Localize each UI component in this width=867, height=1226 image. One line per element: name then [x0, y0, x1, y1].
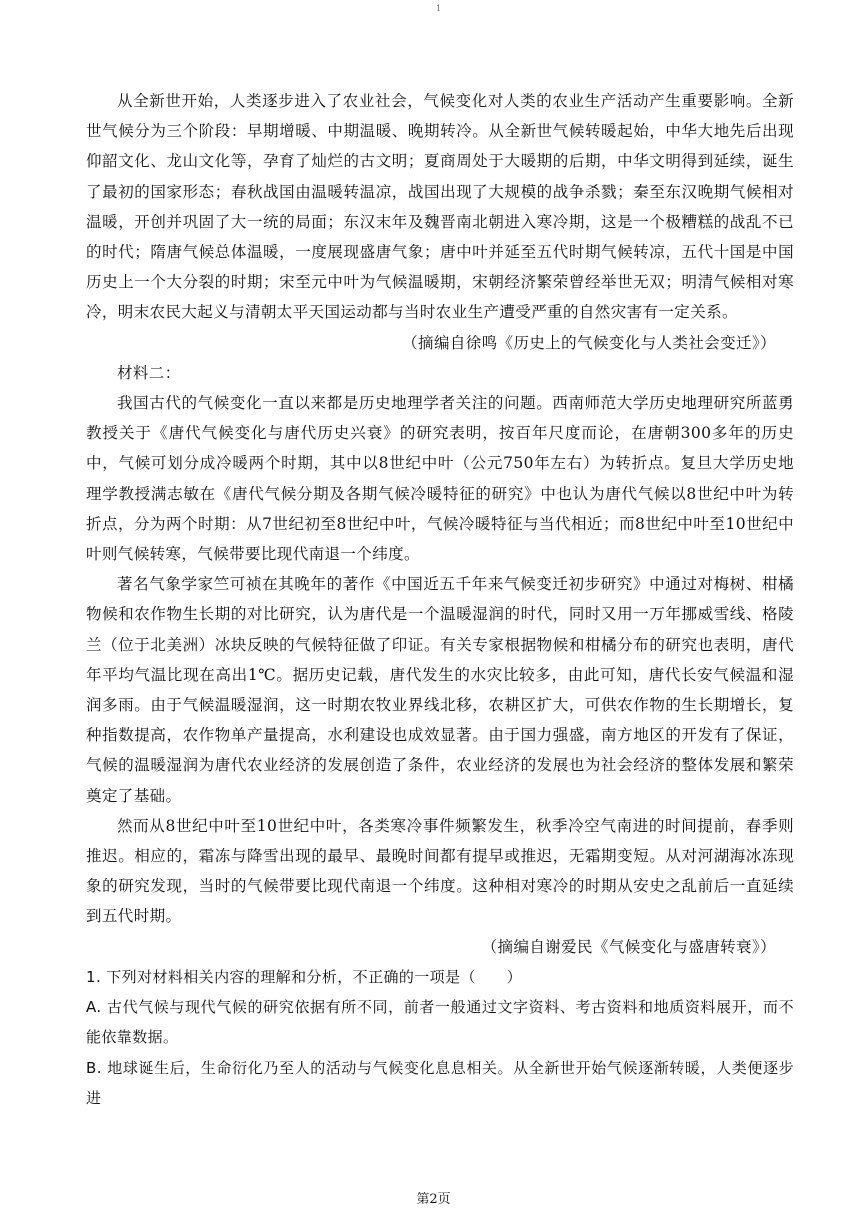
- material2-label: 材料二：: [117, 363, 181, 382]
- material1-paragraph: 从全新世开始，人类逐步进入了农业社会，气候变化对人类的农业生产活动产生重要影响。全新世气候分为三个阶段：早期增暖、中期温暖、晚期转冷。从全新世气候转暖起始，中华大地先后出现仰韶文化、龙山文化等，孕育了灿烂的古文明；夏商周处于大暖期的后期，中华文明得到延续，诞生了最初的国家形态；春秋战国由温暖转温凉，战国出现了大规模的战争杀戮；秦至东汉晚期气候相对温暖，开创并巩固了大一统的局面；东汉末年及魏晋南北朝进入寒冷期，这是一个极糟糕的战乱不已的时代；隋唐气候总体温暖，一度展现盛唐气象；唐中叶并延至五代时期气候转凉，五代十国是中国历史上一个大分裂的时期；宋至元中叶为气候温暖期，宋朝经济繁荣曾经举世无双；明清气候相对寒冷，明末农民大起义与清朝太平天国运动都与当时农业生产遭受严重的自然灾害有一定关系。: [86, 92, 794, 322]
- option-b: B. 地球诞生后，生命衍化乃至人的活动与气候变化息息相关。从全新世开始气候逐渐转暖，人类便逐步进: [86, 1058, 794, 1107]
- question-stem: 1. 下列对材料相关内容的理解和分析，不正确的一项是（ ）: [86, 967, 523, 986]
- material2-source: （摘编自谢爱民《气候变化与盛唐转衰》）: [481, 937, 776, 956]
- material2-paragraph-1: 我国古代的气候变化一直以来都是历史地理学者关注的问题。西南师范大学历史地理研究所蓝勇教授关于《唐代气候变化与唐代历史兴衰》的研究表明，按百年尺度而论，在唐朝300多年的历史中，气候可划分成冷暖两个时期，其中以8世纪中叶（公元750年左右）为转折点。复旦大学历史地理学教授满志敏在《唐代气候分期及各期气候冷暖特征的研究》中也认为唐代气候以8世纪中叶为转折点，分为两个时期：从7世纪初至8世纪中叶，气候冷暖特征与当代相近；而8世纪中叶至10世纪中叶则气候转寒，气候带要比现代南退一个纬度。: [86, 394, 794, 564]
- material1-source: （摘编自徐鸣《历史上的气候变化与人类社会变迁》）: [402, 333, 776, 352]
- top-mark: 1: [436, 4, 442, 13]
- option-a: A. 古代气候与现代气候的研究依据有所不同，前者一般通过文字资料、考古资料和地质资料展开，而不能依靠数据。: [86, 998, 794, 1047]
- material2-paragraph-3: 然而从8世纪中叶至10世纪中叶，各类寒冷事件频繁发生，秋季冷空气南进的时间提前，春季则推迟。相应的，霜冻与降雪出现的最早、最晚时间都有提早或推迟，无霜期变短。从对河湖海冰冻现象的研究发现，当时的气候带要比现代南退一个纬度。这种相对寒冷的时期从安史之乱前后一直延续到五代时期。: [86, 816, 794, 926]
- page-number: 第2页: [416, 1192, 451, 1207]
- material2-paragraph-2: 著名气象学家竺可祯在其晚年的著作《中国近五千年来气候变迁初步研究》中通过对梅树、柑橘物候和农作物生长期的对比研究，认为唐代是一个温暖湿润的时代，同时又用一万年挪威雪线、格陵兰（位于北美洲）冰块反映的气候特征做了印证。有关专家根据物候和柑橘分布的研究也表明，唐代年平均气温比现在高出1℃。据历史记载，唐代发生的水灾比较多，由此可知，唐代长安气候温和湿润多雨。由于气候温暖湿润，这一时期农牧业界线北移，农耕区扩大，可供农作物的生长期增长，复种指数提高，农作物单产量提高，水利建设也成效显著。由于国力强盛，南方地区的开发有了保证，气候的温暖湿润为唐代农业经济的发展创造了条件，农业经济的发展也为社会经济的整体发展和繁荣奠定了基础。: [86, 575, 794, 805]
- document-body: [86, 86, 794, 1113]
